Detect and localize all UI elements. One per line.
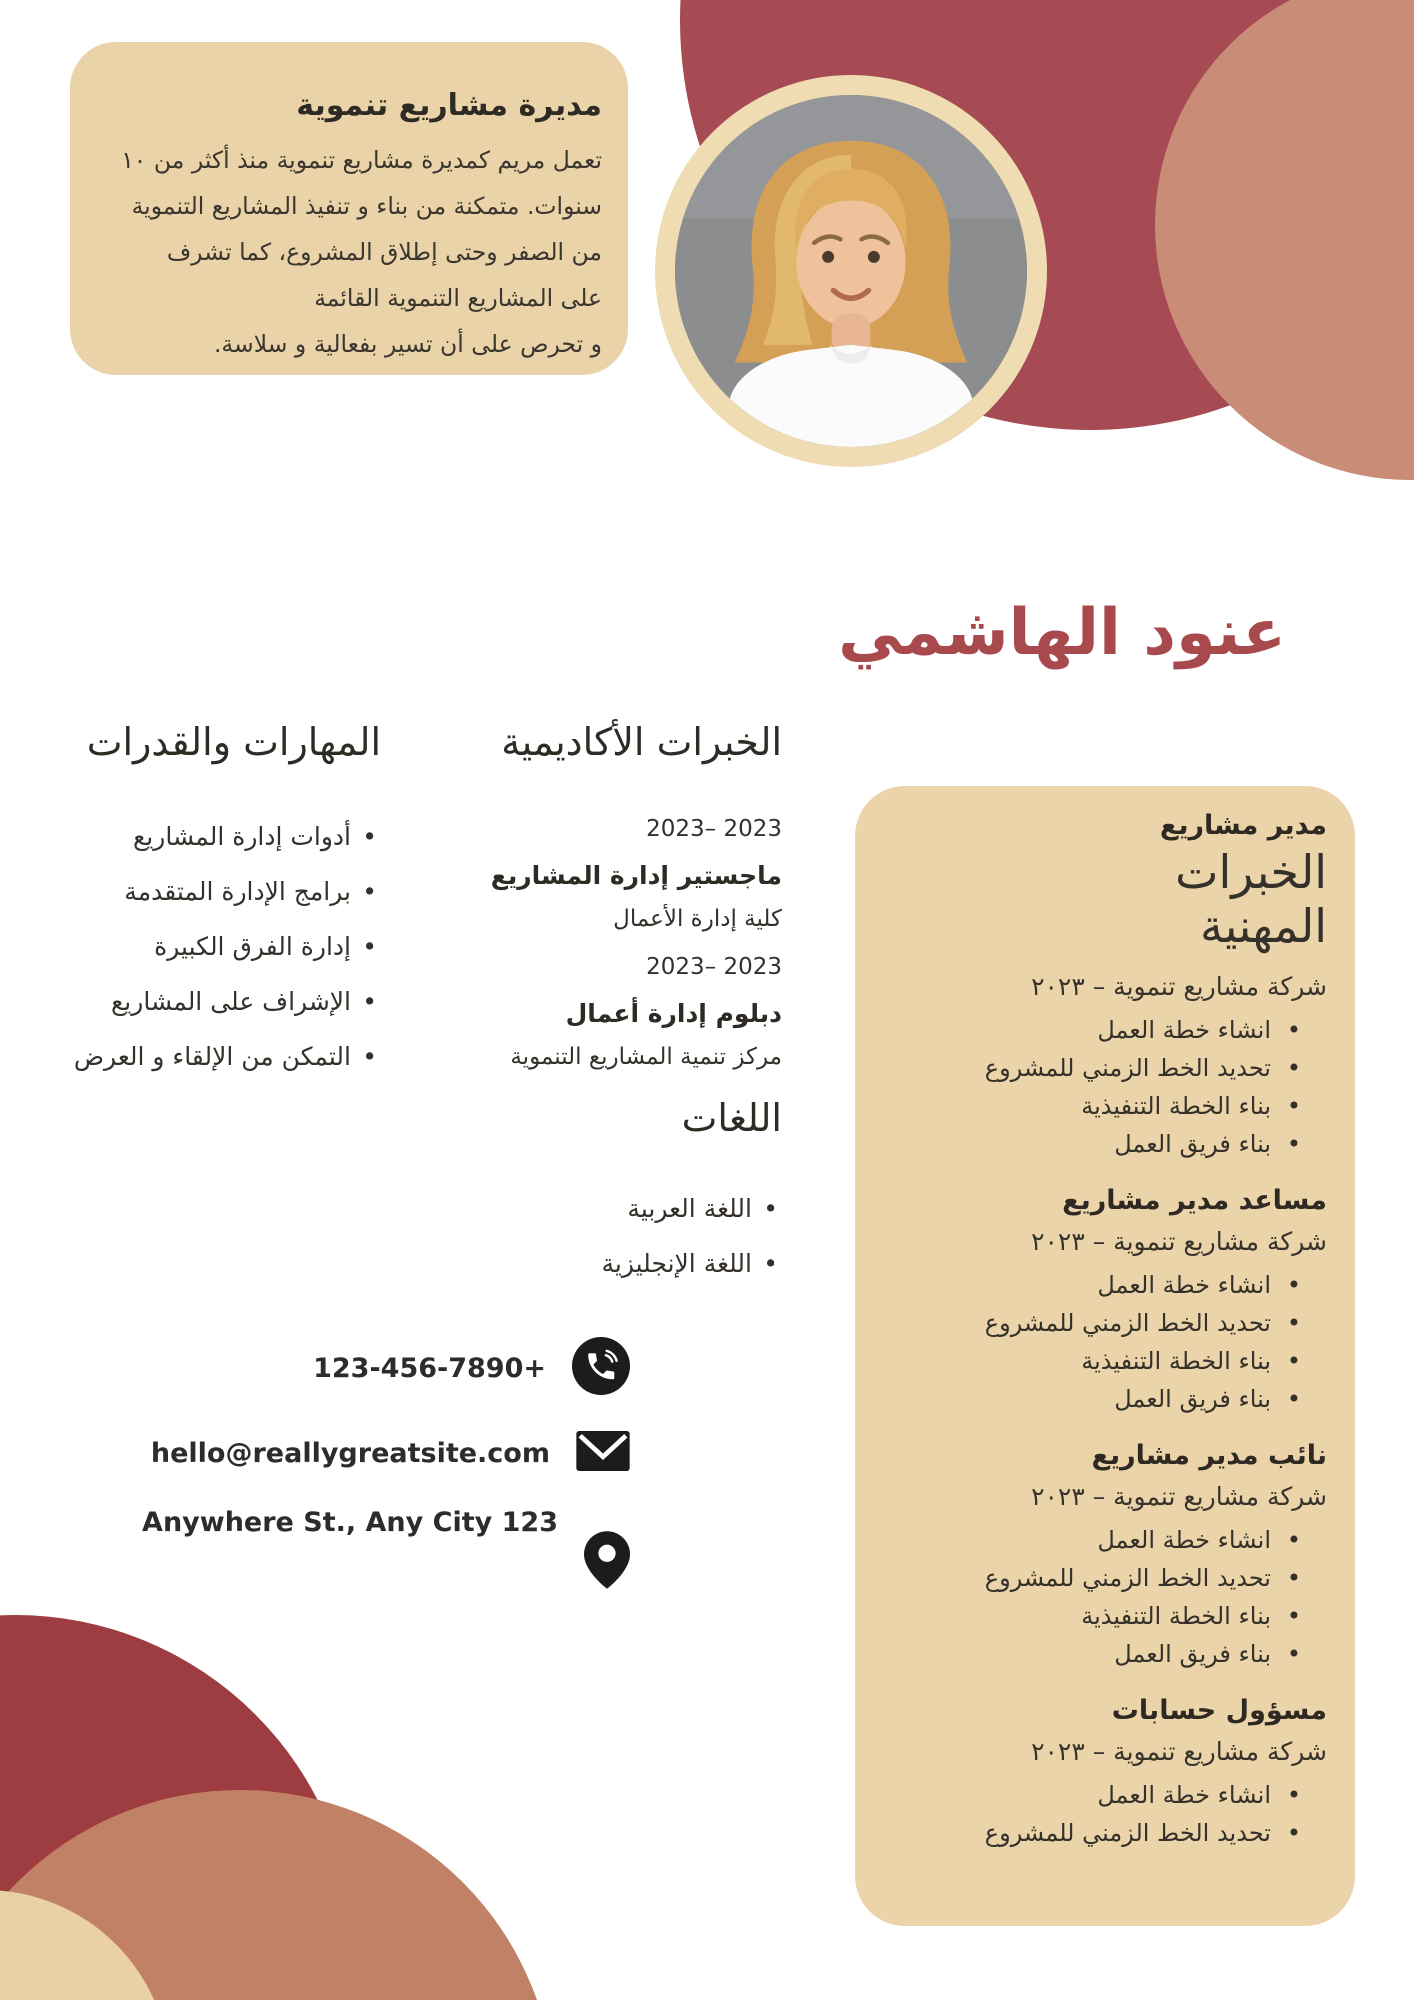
job-duties-list (897, 1780, 1327, 1848)
job-company: شركة مشاريع تنموية – ٢٠٢٣ (1031, 1482, 1327, 1511)
academic-section (400, 720, 782, 1072)
job-duty-item: • تحديد الخط الزمني للمشروع (897, 1053, 1327, 1083)
profile-summary-line: و تحرص على أن تسير بفعالية و سلاسة. (213, 330, 602, 358)
job-duty-item: • بناء الخطة التنفيذية (897, 1346, 1327, 1376)
profile-summary-line: من الصفر وحتى إطلاق المشروع، كما تشرف (166, 238, 602, 266)
entry-school: كلية إدارة الأعمال (613, 906, 782, 932)
job-duty-item: • بناء فريق العمل (897, 1129, 1327, 1159)
entry-school: مركز تنمية المشاريع التنموية (510, 1044, 782, 1070)
phone-row (313, 1337, 630, 1399)
profile-photo (655, 75, 1047, 467)
job-duty-item: • تحديد الخط الزمني للمشروع (897, 1308, 1327, 1338)
person-avatar-illustration (675, 95, 1027, 447)
job-duties-list (897, 1270, 1327, 1414)
entry-degree: ماجستير إدارة المشاريع (490, 861, 782, 890)
academic-entry (400, 952, 782, 1072)
skill-item: • أدوات إدارة المشاريع (63, 820, 381, 853)
profile-job-title: مديرة مشاريع تنموية (296, 88, 602, 123)
experience-header-line: المهنية (1199, 899, 1327, 953)
job-company: شركة مشاريع تنموية – ٢٠٢٣ (1031, 1737, 1327, 1766)
languages-header: اللغات (681, 1096, 782, 1140)
job-duties-list (897, 1525, 1327, 1669)
job-duty-item: • انشاء خطة العمل (897, 1015, 1327, 1045)
languages-list (400, 1192, 782, 1280)
academic-header: الخبرات الأكاديمية (501, 720, 782, 764)
entry-period: 2023– 2023 (646, 816, 782, 842)
envelope-icon (576, 1431, 630, 1475)
job-title: مدير مشاريع (1159, 810, 1327, 841)
skill-item: • إدارة الفرق الكبيرة (63, 930, 381, 963)
profile-summary-line: على المشاريع التنموية القائمة (314, 284, 602, 312)
skill-item: • الإشراف على المشاريع (63, 985, 381, 1018)
address-text: Anywhere St., Any City 123 (142, 1507, 558, 1538)
job-duties-list (897, 1015, 1327, 1159)
job-entry (897, 1438, 1327, 1669)
phone-icon (572, 1337, 630, 1399)
job-duty-item: • بناء فريق العمل (897, 1639, 1327, 1669)
skills-header: المهارات والقدرات (86, 720, 381, 764)
job-duty-item: • تحديد الخط الزمني للمشروع (897, 1818, 1327, 1848)
job-duty-item: • بناء الخطة التنفيذية (897, 1601, 1327, 1631)
skills-section (63, 720, 381, 1073)
languages-section (400, 1096, 782, 1280)
experience-header (897, 845, 1327, 953)
experience-header-line: الخبرات (1175, 845, 1327, 899)
job-entry (897, 971, 1327, 1159)
location-pin-icon (584, 1531, 630, 1593)
job-duty-item: • تحديد الخط الزمني للمشروع (897, 1563, 1327, 1593)
job-title: مساعد مدير مشاريع (1062, 1185, 1327, 1216)
skill-item: • برامج الإدارة المتقدمة (63, 875, 381, 908)
phone-number: 123-456-7890+ (313, 1352, 546, 1384)
address-row (142, 1507, 630, 1593)
profile-summary-card (70, 42, 628, 375)
entry-degree: دبلوم إدارة أعمال (565, 999, 782, 1028)
email-address: hello@reallygreatsite.com (150, 1437, 550, 1469)
profile-summary-line: سنوات. متمكنة من بناء و تنفيذ المشاريع التنموية (131, 192, 602, 220)
job-duty-item: • انشاء خطة العمل (897, 1270, 1327, 1300)
job-duty-item: • انشاء خطة العمل (897, 1780, 1327, 1810)
email-row (151, 1431, 630, 1475)
language-item: • اللغة العربية (400, 1192, 782, 1225)
contact-section (142, 1337, 630, 1593)
skill-item: • التمكن من الإلقاء و العرض (63, 1040, 381, 1073)
job-entry (897, 1693, 1327, 1848)
entry-period: 2023– 2023 (646, 954, 782, 980)
profile-summary-text (120, 137, 602, 367)
job-company: شركة مشاريع تنموية – ٢٠٢٣ (1031, 972, 1327, 1001)
job-duty-item: • بناء فريق العمل (897, 1384, 1327, 1414)
language-item: • اللغة الإنجليزية (400, 1247, 782, 1280)
job-title: نائب مدير مشاريع (1091, 1440, 1327, 1471)
job-duty-item: • انشاء خطة العمل (897, 1525, 1327, 1555)
experience-panel (855, 786, 1355, 1926)
job-company: شركة مشاريع تنموية – ٢٠٢٣ (1031, 1227, 1327, 1256)
job-duty-item: • بناء الخطة التنفيذية (897, 1091, 1327, 1121)
job-entry (897, 1183, 1327, 1414)
academic-entry (400, 814, 782, 934)
job-title: مسؤول حسابات (1111, 1695, 1327, 1726)
skills-list (63, 820, 381, 1073)
person-name: عنود الهاشمي (838, 596, 1286, 670)
profile-summary-line: تعمل مريم كمديرة مشاريع تنموية منذ أكثر من ١٠ (121, 146, 602, 174)
